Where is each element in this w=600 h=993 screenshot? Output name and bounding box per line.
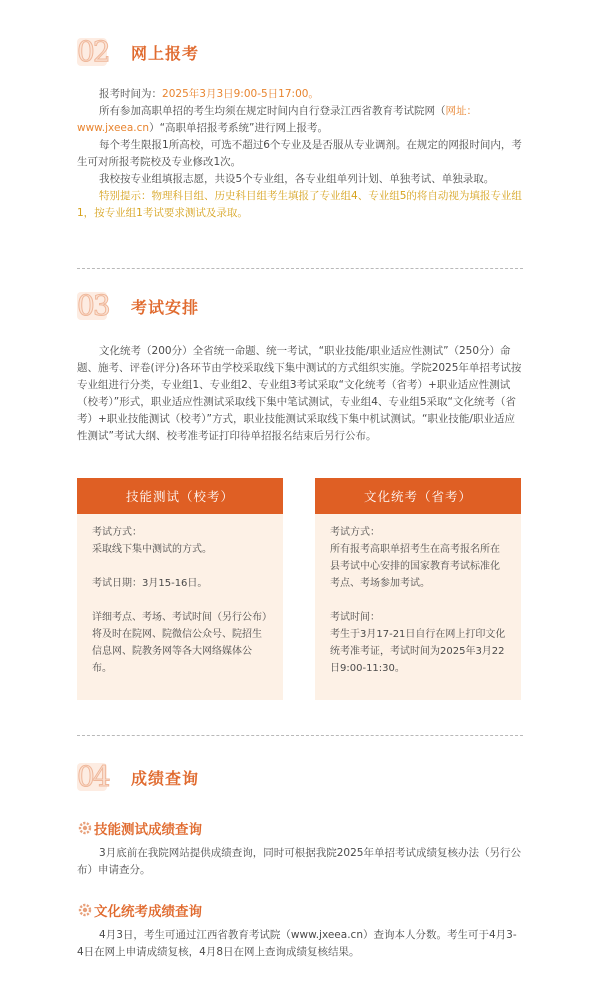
website-link[interactable]: www.jxeea.cn bbox=[77, 122, 150, 134]
time-label: 考试时间： bbox=[330, 612, 380, 623]
registration-time-line: 报考时间为：2025年3月3日9:00-5日17:00。 bbox=[99, 88, 319, 100]
special-notice: 特别提示：物理科目组、历史科目组考生填报了专业组4、专业组5的将自动视为填报专业组1，按专业组1考试要求测试及录取。 bbox=[77, 190, 522, 219]
section-title: 网上报考 bbox=[131, 43, 200, 63]
section-02-header bbox=[77, 35, 200, 68]
major-group-line: 我校按专业组填报志愿，共设5个专业组，各专业组单列计划、单独考试、单独录取。 bbox=[99, 173, 495, 185]
method-label: 考试方式： bbox=[92, 527, 142, 538]
section-02-body bbox=[77, 86, 523, 222]
divider bbox=[77, 268, 523, 269]
skill-score-text: 3月底前在我院网站提供成绩查询，同时可根据我院2025年单招考试成绩复核办法（另行公布）申请查分。 bbox=[77, 847, 521, 876]
section-number: 02 bbox=[77, 38, 113, 66]
card-culture-exam bbox=[315, 478, 521, 700]
method-text: 所有报考高职单招考生在高考报名所在县考试中心安排的国家教育考试标准化考点、考场参加考试。 bbox=[330, 544, 500, 589]
gear-icon bbox=[77, 820, 93, 836]
method-label: 考试方式： bbox=[330, 527, 380, 538]
subsection-culture-score: 文化统考成绩查询 bbox=[77, 900, 202, 920]
card-skill-test bbox=[77, 478, 283, 700]
section-number: 04 bbox=[77, 763, 113, 791]
registration-site-line: 所有参加高职单招的考生均须在规定时间内自行登录江西省教育考试院网（网址：www.jxeea.cn）“高职单招报考系统”进行网上报考。 bbox=[77, 105, 478, 134]
section-04-header bbox=[77, 760, 200, 793]
gear-icon bbox=[77, 902, 93, 918]
method-text: 采取线下集中测试的方式。 bbox=[92, 544, 212, 555]
divider bbox=[77, 735, 523, 736]
section-number: 03 bbox=[77, 292, 113, 320]
exam-date: 考试日期：3月15-16日。 bbox=[92, 578, 208, 589]
card-title: 文化统考（省考） bbox=[315, 478, 521, 514]
time-text: 考生于3月17-21日自行在网上打印文化统考准考证，考试时间为2025年3月22日9:00-11:30。 bbox=[330, 629, 506, 674]
section-title: 考试安排 bbox=[131, 297, 200, 317]
section-03-header bbox=[77, 289, 200, 322]
card-title: 技能测试（校考） bbox=[77, 478, 283, 514]
registration-time: 2025年3月3日9:00-5日17:00。 bbox=[162, 88, 319, 100]
section-03-intro: 文化统考（200分）全省统一命题、统一考试，“职业技能/职业适应性测试”（250分）命题、施考、评卷(评分)各环节由学校采取线下集中测试的方式组织实施。学院2025年单招考试按专业组进行分类，专业组1、专业组2、专业组3考试采取“文化统考（省考）+职业适应性测试（校考）”形式，职业适应性测试采取线下集中笔试测试，专业组4、专业组5采取“文化统考（省考）+职业技能测试（校考）”方式，职业技能测试采取线下集中机试测试。“职业技能/职业适应性测试”考试大纲、校考准考证打印待单招报名结束后另行公布。 bbox=[77, 345, 522, 442]
details-text: 详细考点、考场、考试时间（另行公布）将及时在院网、院微信公众号、院招生信息网、院教务网等各大网络媒体公布。 bbox=[92, 612, 267, 674]
subsection-skill-score: 技能测试成绩查询 bbox=[77, 818, 202, 838]
section-title: 成绩查询 bbox=[131, 768, 200, 788]
choice-limit-line: 每个考生限报1所高校，可选不超过6个专业及是否服从专业调剂。在规定的网报时间内，考生可对所报考院校及专业修改1次。 bbox=[77, 139, 522, 168]
culture-score-text: 4月3日，考生可通过江西省教育考试院（www.jxeea.cn）查询本人分数。考生可于4月3-4日在网上申请成绩复核，4月8日在网上查询成绩复核结果。 bbox=[77, 929, 517, 958]
